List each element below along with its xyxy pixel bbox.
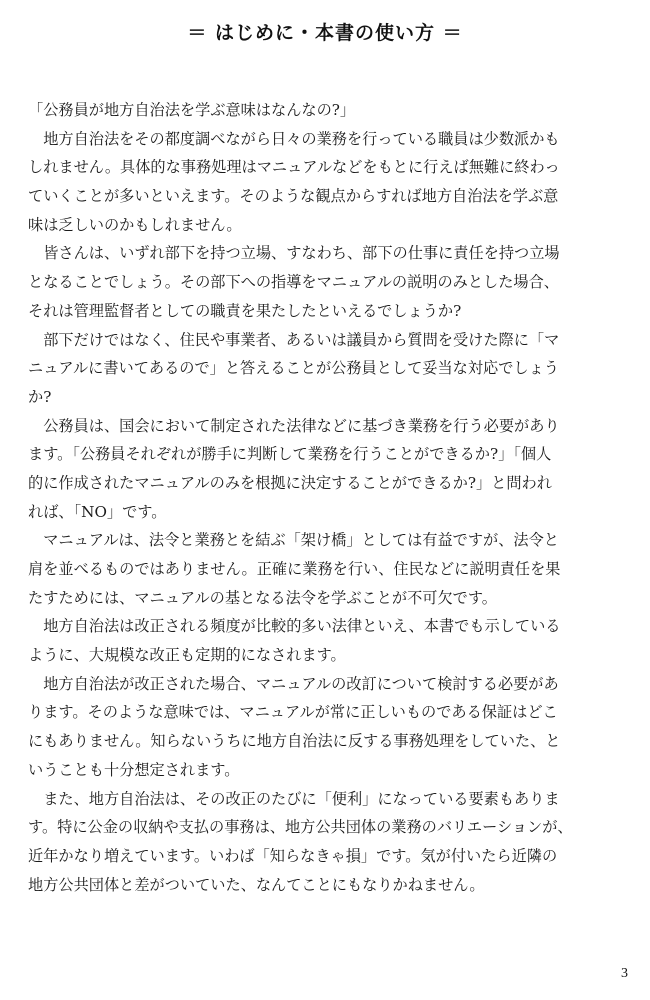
text-line: 地方自治法は改正される頻度が比較的多い法律といえ、本書でも示している (28, 617, 561, 636)
text-line: 「公務員が地方自治法を学ぶ意味はなんなの?」 (28, 101, 356, 119)
text-line: ます。「公務員それぞれが勝手に判断して業務を行うことができるか?」「個人 (28, 445, 552, 464)
text-line: ニュアルに書いてあるので」と答えることが公務員として妥当な対応でしょう (28, 359, 559, 378)
text-line: 近年かなり増えています。いわば「知らなきゃ損」です。気が付いたら近隣の (28, 846, 558, 865)
text-line: 味は乏しいのかもしれません。 (28, 215, 242, 234)
body-text (28, 96, 632, 899)
text-line: ように、大規模な改正も定期的になされます。 (28, 646, 346, 665)
text-line: となることでしょう。その部下への指導をマニュアルの説明のみとした場合、 (28, 273, 559, 292)
text-line: マニュアルは、法令と業務とを結ぶ「架け橋」としては有益ですが、法令と (28, 531, 559, 550)
text-line: か? (28, 387, 52, 406)
text-line: しれません。具体的な事務処理はマニュアルなどをもとに行えば無難に終わっ (28, 158, 560, 177)
text-line: 地方自治法が改正された場合、マニュアルの改訂について検討する必要があ (28, 674, 559, 693)
text-line: にもありません。知らないうちに地方自治法に反する事務処理をしていた、と (28, 732, 561, 751)
page-number: 3 (621, 966, 628, 981)
text-line: ります。そのような意味では、マニュアルが常に正しいものである保証はどこ (28, 703, 558, 722)
text-line: 地方自治法をその都度調べながら日々の業務を行っている職員は少数派かも (28, 129, 560, 148)
text-line: ていくことが多いといえます。そのような観点からすれば地方自治法を学ぶ意 (28, 187, 559, 206)
text-line: それは管理監督者としての職責を果たしたといえるでしょうか? (28, 301, 462, 320)
text-line: れば、「NO」です。 (28, 502, 167, 521)
text-line: 地方公共団体と差がついていた、なんてことにもなりかねません。 (28, 875, 485, 894)
text-line: 的に作成されたマニュアルのみを根拠に決定することができるか?」と問われ (28, 473, 552, 492)
text-line: 皆さんは、いずれ部下を持つ立場、すなわち、部下の仕事に責任を持つ立場 (28, 244, 560, 263)
text-line: また、地方自治法は、その改正のたびに「便利」になっている要素もありま (28, 789, 560, 808)
text-line: 肩を並べるものではありません。正確に業務を行い、住民などに説明責任を果 (28, 560, 561, 578)
text-line: 公務員は、国会において制定された法律などに基づき業務を行う必要があり (28, 416, 560, 435)
text-line: たすためには、マニュアルの基となる法令を学ぶことが不可欠です。 (28, 588, 497, 607)
text-line: 部下だけではなく、住民や事業者、あるいは議員から質問を受けた際に「マ (28, 330, 560, 349)
page-title: ＝ はじめに・本書の使い方 ＝ (187, 22, 463, 44)
text-line: いうことも十分想定されます。 (28, 760, 240, 779)
text-line: す。特に公金の収納や支払の事務は、地方公共団体の業務のバリエーションが、 (28, 818, 573, 837)
